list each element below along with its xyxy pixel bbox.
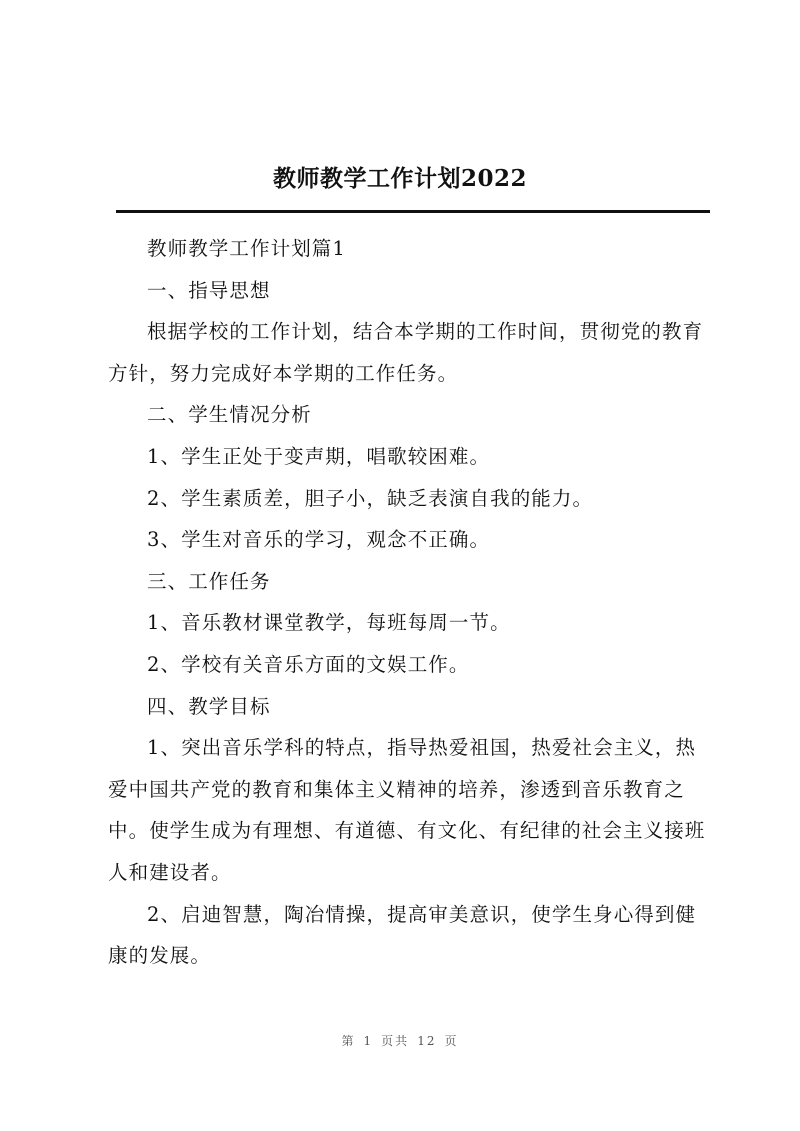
list-item: 1、学生正处于变声期，唱歌较困难。 — [147, 444, 491, 468]
section-heading: 教师教学工作计划篇1 — [147, 237, 346, 260]
section-heading: 四、教学目标 — [147, 694, 271, 718]
paragraph: 根据学校的工作计划，结合本学期的工作时间，贯彻党的教育方针，努力完成好本学期的工作任务。 — [108, 320, 704, 385]
title-divider — [116, 210, 710, 213]
page-footer — [0, 1032, 800, 1049]
list-item: 1、突出音乐学科的特点，指导热爱祖国，热爱社会主义，热爱中国共产党的教育和集体主义精神的培养，渗透到音乐教育之中。使学生成为有理想、有道德、有文化、有纪律的社会主义接班人和建设者。 — [108, 736, 706, 884]
section-heading: 二、学生情况分析 — [147, 403, 312, 427]
footer-prefix: 第 — [341, 1034, 356, 1048]
footer-middle: 页共 — [381, 1034, 410, 1048]
footer-current-page: 1 — [363, 1034, 374, 1048]
section-heading: 一、指导思想 — [147, 278, 271, 302]
list-item: 2、启迪智慧，陶冶情操，提高审美意识，使学生身心得到健康的发展。 — [108, 902, 697, 968]
footer-total-pages: 12 — [417, 1034, 437, 1048]
list-item: 3、学生对音乐的学习，观念不正确。 — [147, 528, 491, 552]
document-title: 教师教学工作计划2022 — [272, 165, 527, 192]
list-item: 1、音乐教材课堂教学，每班每周一节。 — [147, 611, 511, 635]
list-item: 2、学生素质差，胆子小，缺乏表演自我的能力。 — [147, 486, 594, 510]
document-body — [108, 228, 712, 977]
footer-suffix: 页 — [444, 1034, 459, 1048]
list-item: 2、学校有关音乐方面的文娱工作。 — [147, 652, 470, 676]
section-heading: 三、工作任务 — [147, 569, 271, 593]
